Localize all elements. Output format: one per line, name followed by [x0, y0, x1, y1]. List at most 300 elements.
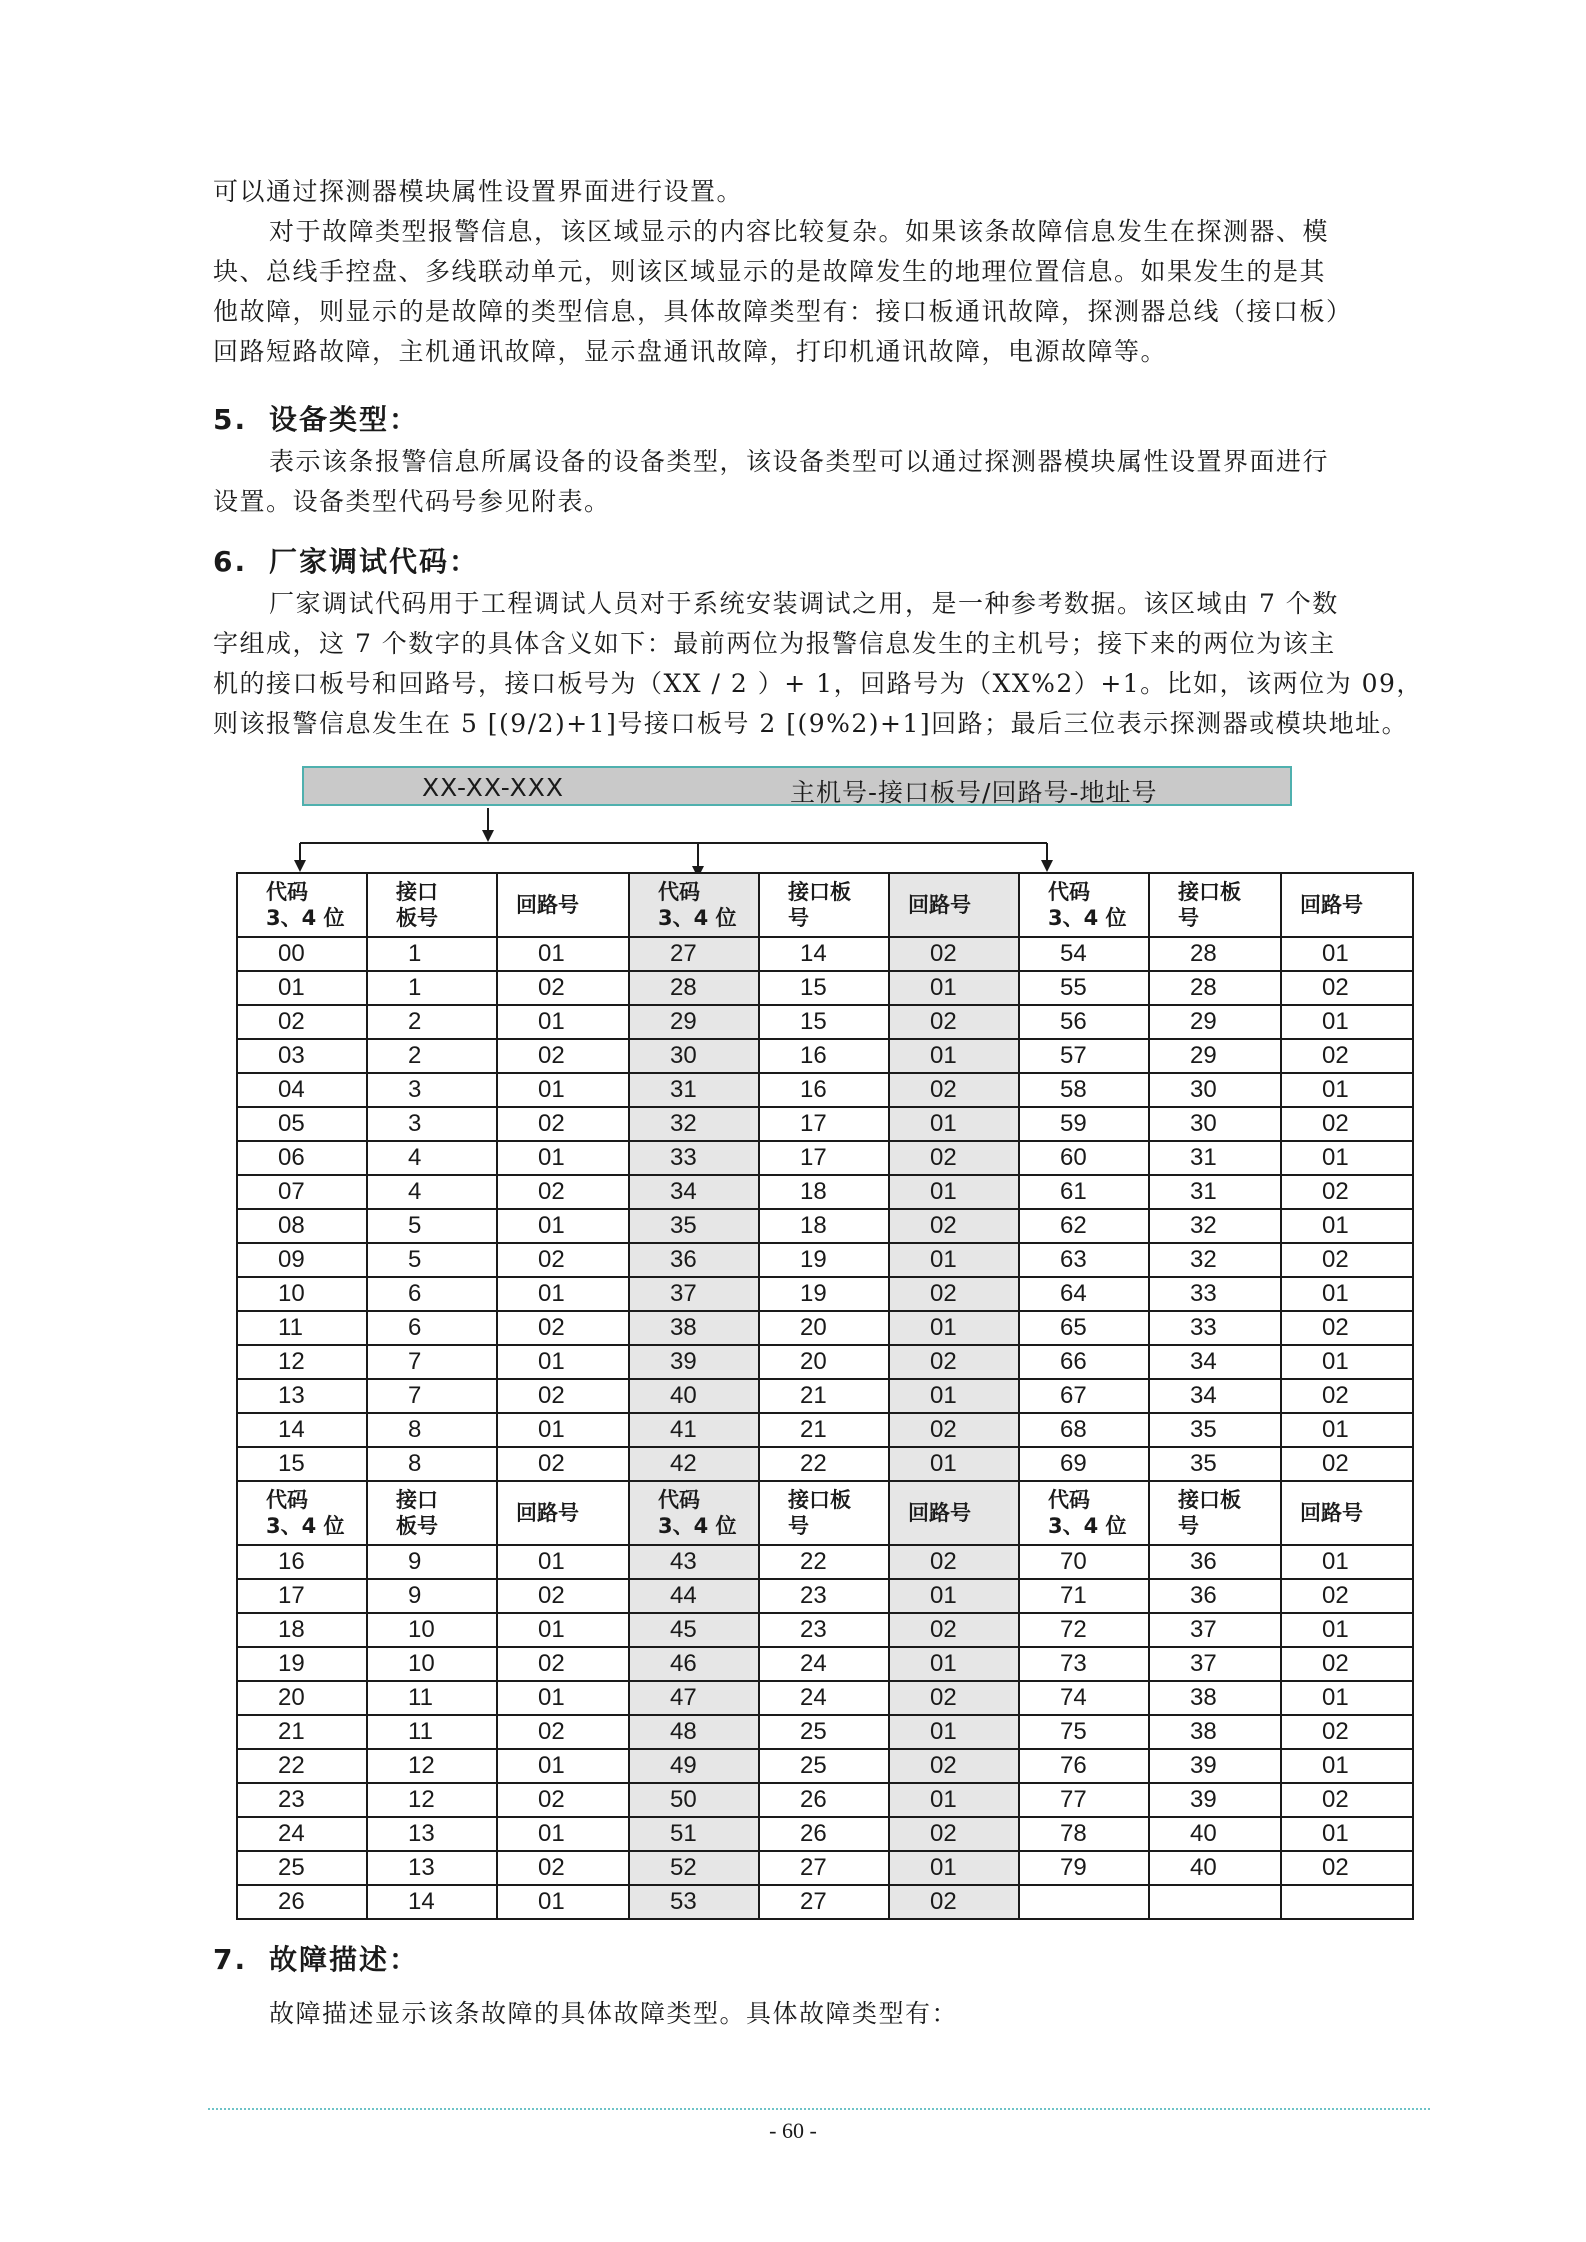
table-cell: 01 — [889, 1447, 1019, 1481]
header-text: 3、4 位 — [266, 906, 345, 930]
table-cell: 01 — [497, 937, 629, 971]
table-cell: 18 — [759, 1209, 889, 1243]
table-cell: 32 — [629, 1107, 759, 1141]
column-header — [1281, 1481, 1413, 1545]
table-cell: 02 — [1281, 1175, 1413, 1209]
table-cell — [1019, 1885, 1149, 1919]
table-cell: 01 — [497, 1141, 629, 1175]
table-cell: 01 — [889, 1039, 1019, 1073]
table-row — [237, 1141, 1413, 1175]
table-cell: 01 — [1281, 1413, 1413, 1447]
table-cell: 77 — [1019, 1783, 1149, 1817]
table-cell: 01 — [237, 971, 367, 1005]
table-cell: 20 — [237, 1681, 367, 1715]
header-text: 回路号 — [516, 893, 579, 917]
table-cell: 31 — [1149, 1141, 1281, 1175]
table-cell: 52 — [629, 1851, 759, 1885]
code-pattern: XX-XX-XXX — [422, 773, 564, 802]
table-cell: 02 — [497, 1783, 629, 1817]
table-cell: 15 — [237, 1447, 367, 1481]
table-cell: 02 — [1281, 1647, 1413, 1681]
table-cell: 01 — [497, 1005, 629, 1039]
table-cell: 42 — [629, 1447, 759, 1481]
arrow-down-icon — [482, 830, 494, 842]
table-cell: 07 — [237, 1175, 367, 1209]
table-cell: 71 — [1019, 1579, 1149, 1613]
table-cell: 01 — [1281, 1345, 1413, 1379]
table-cell: 02 — [889, 937, 1019, 971]
table-cell: 24 — [759, 1681, 889, 1715]
text-line: 对于故障类型报警信息，该区域显示的内容比较复杂。如果该条故障信息发生在探测器、模 — [269, 217, 1330, 246]
table-cell: 27 — [759, 1885, 889, 1919]
table-cell: 73 — [1019, 1647, 1149, 1681]
table-cell: 59 — [1019, 1107, 1149, 1141]
header-text: 回路号 — [1300, 1501, 1363, 1525]
header-text: 回路号 — [516, 1501, 579, 1525]
table-cell: 28 — [1149, 937, 1281, 971]
table-cell: 57 — [1019, 1039, 1149, 1073]
table-row — [237, 1005, 1413, 1039]
table-cell: 39 — [1149, 1749, 1281, 1783]
table-cell: 02 — [889, 1749, 1019, 1783]
table-cell: 9 — [367, 1545, 497, 1579]
header-text: 回路号 — [1300, 893, 1363, 917]
table-cell: 15 — [759, 1005, 889, 1039]
table-cell: 28 — [1149, 971, 1281, 1005]
table-cell: 34 — [1149, 1345, 1281, 1379]
table-cell: 22 — [759, 1447, 889, 1481]
table-cell: 02 — [1281, 1243, 1413, 1277]
table-cell: 61 — [1019, 1175, 1149, 1209]
table-cell: 01 — [1281, 1209, 1413, 1243]
table-cell: 25 — [759, 1749, 889, 1783]
table-cell: 26 — [759, 1783, 889, 1817]
column-header — [367, 1481, 497, 1545]
section-title: 设备类型： — [269, 403, 420, 436]
table-cell: 01 — [497, 1277, 629, 1311]
code-meaning: 主机号-接口板号/回路号-地址号 — [790, 778, 1158, 807]
table-cell: 01 — [1281, 1141, 1413, 1175]
column-header — [759, 1481, 889, 1545]
table-cell: 01 — [889, 1715, 1019, 1749]
table-cell: 70 — [1019, 1545, 1149, 1579]
table-cell: 01 — [889, 1647, 1019, 1681]
table-cell: 26 — [237, 1885, 367, 1919]
table-cell: 50 — [629, 1783, 759, 1817]
table-cell: 13 — [237, 1379, 367, 1413]
table-cell: 01 — [497, 1681, 629, 1715]
header-text: 代码 — [266, 880, 308, 904]
section-7-heading — [213, 1938, 419, 1978]
table-cell: 02 — [497, 971, 629, 1005]
table-cell: 16 — [759, 1073, 889, 1107]
column-header — [1019, 1481, 1149, 1545]
table-cell: 45 — [629, 1613, 759, 1647]
table-cell: 66 — [1019, 1345, 1149, 1379]
table-cell: 06 — [237, 1141, 367, 1175]
table-cell: 62 — [1019, 1209, 1149, 1243]
table-cell: 33 — [1149, 1311, 1281, 1345]
table-cell: 01 — [497, 1073, 629, 1107]
table-cell: 12 — [237, 1345, 367, 1379]
table-row — [237, 1783, 1413, 1817]
table-cell: 4 — [367, 1175, 497, 1209]
table-cell: 23 — [759, 1613, 889, 1647]
section-number: 6. — [213, 545, 248, 578]
table-cell: 02 — [1281, 971, 1413, 1005]
table-header-row — [237, 873, 1413, 937]
table-row — [237, 1749, 1413, 1783]
table-cell: 08 — [237, 1209, 367, 1243]
table-cell: 01 — [889, 1243, 1019, 1277]
table-cell: 18 — [759, 1175, 889, 1209]
table-cell: 38 — [1149, 1681, 1281, 1715]
table-cell: 31 — [629, 1073, 759, 1107]
table-cell: 22 — [237, 1749, 367, 1783]
table-cell: 34 — [629, 1175, 759, 1209]
table-row — [237, 937, 1413, 971]
table-row — [237, 1817, 1413, 1851]
table-cell: 46 — [629, 1647, 759, 1681]
header-text: 代码 — [266, 1488, 308, 1512]
table-cell: 34 — [1149, 1379, 1281, 1413]
table-cell: 02 — [497, 1175, 629, 1209]
header-text: 代码 — [1048, 880, 1090, 904]
table-cell: 30 — [1149, 1107, 1281, 1141]
table-cell: 01 — [889, 1311, 1019, 1345]
table-cell: 22 — [759, 1545, 889, 1579]
table-cell: 36 — [1149, 1545, 1281, 1579]
table-cell: 27 — [629, 937, 759, 971]
table-cell: 69 — [1019, 1447, 1149, 1481]
column-header — [889, 1481, 1019, 1545]
table-cell: 01 — [889, 1783, 1019, 1817]
table-row — [237, 1175, 1413, 1209]
section-number: 5. — [213, 403, 248, 436]
table-cell: 02 — [1281, 1851, 1413, 1885]
table-cell: 33 — [1149, 1277, 1281, 1311]
table-cell: 53 — [629, 1885, 759, 1919]
table-cell: 01 — [889, 1579, 1019, 1613]
table-cell: 20 — [759, 1311, 889, 1345]
column-header — [629, 873, 759, 937]
table-cell: 01 — [1281, 1613, 1413, 1647]
table-row — [237, 1209, 1413, 1243]
table-cell: 1 — [367, 937, 497, 971]
table-cell — [1281, 1885, 1413, 1919]
table-cell: 02 — [1281, 1311, 1413, 1345]
text-line: 厂家调试代码用于工程调试人员对于系统安装调试之用，是一种参考数据。该区域由 7 个数 — [269, 589, 1339, 618]
table-cell: 01 — [497, 1209, 629, 1243]
table-cell: 03 — [237, 1039, 367, 1073]
text-line: 可以通过探测器模块属性设置界面进行设置。 — [213, 177, 744, 206]
header-text: 3、4 位 — [658, 906, 737, 930]
table-cell: 55 — [1019, 971, 1149, 1005]
table-cell: 10 — [367, 1647, 497, 1681]
table-cell: 41 — [629, 1413, 759, 1447]
table-cell: 24 — [759, 1647, 889, 1681]
table-cell: 23 — [759, 1579, 889, 1613]
column-header — [759, 873, 889, 937]
table-cell: 13 — [367, 1817, 497, 1851]
pointer-arrows — [0, 0, 1586, 900]
table-cell: 76 — [1019, 1749, 1149, 1783]
table-cell: 19 — [237, 1647, 367, 1681]
table-cell: 01 — [497, 1345, 629, 1379]
table-cell: 02 — [1281, 1783, 1413, 1817]
table-cell: 7 — [367, 1345, 497, 1379]
header-text: 3、4 位 — [1048, 1514, 1127, 1538]
table-cell: 2 — [367, 1005, 497, 1039]
header-text: 号 — [1178, 906, 1199, 930]
table-cell: 2 — [367, 1039, 497, 1073]
table-cell: 78 — [1019, 1817, 1149, 1851]
table-cell: 33 — [629, 1141, 759, 1175]
table-cell: 02 — [237, 1005, 367, 1039]
table-row — [237, 1885, 1413, 1919]
table-cell: 02 — [1281, 1379, 1413, 1413]
table-cell: 38 — [1149, 1715, 1281, 1749]
header-text: 接口板 — [1178, 880, 1241, 904]
table-cell: 63 — [1019, 1243, 1149, 1277]
table-cell: 40 — [1149, 1851, 1281, 1885]
table-cell: 02 — [1281, 1715, 1413, 1749]
table-cell: 01 — [1281, 1681, 1413, 1715]
table-cell: 12 — [367, 1783, 497, 1817]
table-cell: 7 — [367, 1379, 497, 1413]
table-cell: 01 — [1281, 937, 1413, 971]
column-header — [1149, 873, 1281, 937]
table-cell: 43 — [629, 1545, 759, 1579]
table-cell: 01 — [497, 1749, 629, 1783]
text-line: 字组成，这 7 个数字的具体含义如下：最前两位为报警信息发生的主机号；接下来的两位为该主 — [213, 629, 1336, 658]
table-row — [237, 971, 1413, 1005]
table-cell: 35 — [1149, 1413, 1281, 1447]
table-cell: 01 — [1281, 1277, 1413, 1311]
table-cell: 02 — [889, 1073, 1019, 1107]
table-cell: 39 — [1149, 1783, 1281, 1817]
text-line: 设置。设备类型代码号参见附表。 — [213, 487, 611, 516]
table-cell: 29 — [1149, 1005, 1281, 1039]
table-cell: 37 — [629, 1277, 759, 1311]
table-cell: 64 — [1019, 1277, 1149, 1311]
table-cell: 79 — [1019, 1851, 1149, 1885]
table-cell: 47 — [629, 1681, 759, 1715]
table-row — [237, 1851, 1413, 1885]
header-text: 3、4 位 — [658, 1514, 737, 1538]
table-row — [237, 1647, 1413, 1681]
table-cell: 02 — [889, 1545, 1019, 1579]
table-cell: 02 — [889, 1817, 1019, 1851]
table-cell: 19 — [759, 1277, 889, 1311]
column-header — [367, 873, 497, 937]
table-cell: 01 — [497, 1613, 629, 1647]
table-cell: 3 — [367, 1107, 497, 1141]
table-cell: 21 — [759, 1413, 889, 1447]
table-cell: 16 — [759, 1039, 889, 1073]
table-cell: 14 — [237, 1413, 367, 1447]
table-cell: 6 — [367, 1277, 497, 1311]
table-cell: 26 — [759, 1817, 889, 1851]
table-cell: 02 — [889, 1141, 1019, 1175]
table-cell: 02 — [889, 1413, 1019, 1447]
table-cell: 18 — [237, 1613, 367, 1647]
table-cell: 72 — [1019, 1613, 1149, 1647]
header-text: 代码 — [1048, 1488, 1090, 1512]
table-cell: 02 — [497, 1311, 629, 1345]
text-line: 块、总线手控盘、多线联动单元，则该区域显示的是故障发生的地理位置信息。如果发生的是其 — [213, 257, 1327, 286]
table-cell: 01 — [889, 1175, 1019, 1209]
table-cell: 24 — [237, 1817, 367, 1851]
table-cell: 01 — [1281, 1749, 1413, 1783]
table-cell: 14 — [759, 937, 889, 971]
table-cell: 02 — [497, 1107, 629, 1141]
table-cell: 02 — [889, 1885, 1019, 1919]
table-row — [237, 1107, 1413, 1141]
table-cell: 02 — [889, 1681, 1019, 1715]
table-cell: 67 — [1019, 1379, 1149, 1413]
text-line: 则该报警信息发生在 5 [(9/2)+1]号接口板号 2 [(9%2)+1]回路；最后三位表示探测器或模块地址。 — [213, 709, 1409, 738]
table-cell: 29 — [1149, 1039, 1281, 1073]
table-cell: 48 — [629, 1715, 759, 1749]
header-text: 3、4 位 — [266, 1514, 345, 1538]
table-cell: 36 — [1149, 1579, 1281, 1613]
table-cell: 56 — [1019, 1005, 1149, 1039]
table-cell: 02 — [1281, 1039, 1413, 1073]
table-cell: 8 — [367, 1447, 497, 1481]
column-header — [889, 873, 1019, 937]
table-row — [237, 1379, 1413, 1413]
section-number: 7. — [213, 1943, 248, 1976]
table-cell: 20 — [759, 1345, 889, 1379]
header-text: 3、4 位 — [1048, 906, 1127, 930]
table-cell: 5 — [367, 1209, 497, 1243]
header-text: 接口 — [396, 880, 438, 904]
table-cell: 40 — [1149, 1817, 1281, 1851]
table-cell: 21 — [759, 1379, 889, 1413]
section-7-paragraph — [213, 1994, 1393, 2034]
table-cell: 09 — [237, 1243, 367, 1277]
table-row — [237, 1039, 1413, 1073]
table-cell: 02 — [1281, 1579, 1413, 1613]
table-cell: 65 — [1019, 1311, 1149, 1345]
table-cell: 01 — [889, 1851, 1019, 1885]
table-cell: 5 — [367, 1243, 497, 1277]
table-row — [237, 1613, 1413, 1647]
table-row — [237, 1413, 1413, 1447]
table-cell: 35 — [629, 1209, 759, 1243]
table-cell: 02 — [497, 1647, 629, 1681]
table-cell: 25 — [759, 1715, 889, 1749]
page-number: - 60 - — [769, 2118, 817, 2143]
column-header — [1149, 1481, 1281, 1545]
table-cell: 37 — [1149, 1647, 1281, 1681]
table-cell: 75 — [1019, 1715, 1149, 1749]
table-cell: 4 — [367, 1141, 497, 1175]
column-header — [237, 873, 367, 937]
table-cell: 02 — [1281, 1107, 1413, 1141]
table-cell: 13 — [367, 1851, 497, 1885]
table-cell: 27 — [759, 1851, 889, 1885]
table-cell: 00 — [237, 937, 367, 971]
table-cell: 02 — [497, 1579, 629, 1613]
table-cell: 01 — [1281, 1073, 1413, 1107]
table-cell: 01 — [1281, 1817, 1413, 1851]
header-text: 板号 — [396, 906, 438, 930]
header-text: 号 — [788, 1514, 809, 1538]
table-cell: 19 — [759, 1243, 889, 1277]
table-cell: 36 — [629, 1243, 759, 1277]
table-cell: 30 — [1149, 1073, 1281, 1107]
table-cell: 28 — [629, 971, 759, 1005]
section-title: 厂家调试代码： — [269, 545, 480, 578]
column-header — [497, 873, 629, 937]
arrow-down-icon — [1041, 860, 1053, 872]
header-text: 代码 — [658, 880, 700, 904]
table-cell: 15 — [759, 971, 889, 1005]
table-header-row — [237, 1481, 1413, 1545]
table-cell: 35 — [1149, 1447, 1281, 1481]
table-row — [237, 1311, 1413, 1345]
table-cell: 01 — [497, 1885, 629, 1919]
text-line: 回路短路故障，主机通讯故障，显示盘通讯故障，打印机通讯故障，电源故障等。 — [213, 337, 1168, 366]
table-cell: 01 — [497, 1817, 629, 1851]
table-cell: 58 — [1019, 1073, 1149, 1107]
header-text: 回路号 — [908, 1501, 971, 1525]
table-cell: 05 — [237, 1107, 367, 1141]
table-cell: 02 — [889, 1345, 1019, 1379]
table-cell: 1 — [367, 971, 497, 1005]
table-cell: 60 — [1019, 1141, 1149, 1175]
column-header — [1281, 873, 1413, 937]
text-line: 他故障，则显示的是故障的类型信息，具体故障类型有：接口板通讯故障，探测器总线（接口板） — [213, 297, 1353, 326]
debug-code-table — [236, 872, 1414, 1920]
table-cell: 16 — [237, 1545, 367, 1579]
arrow-down-icon — [294, 860, 306, 872]
table-cell: 17 — [237, 1579, 367, 1613]
table-cell: 14 — [367, 1885, 497, 1919]
table-cell: 39 — [629, 1345, 759, 1379]
table-cell: 38 — [629, 1311, 759, 1345]
table-row — [237, 1243, 1413, 1277]
table-cell: 11 — [237, 1311, 367, 1345]
header-text: 接口 — [396, 1488, 438, 1512]
table-row — [237, 1073, 1413, 1107]
table-cell: 40 — [629, 1379, 759, 1413]
header-text: 接口板 — [788, 1488, 851, 1512]
table-row — [237, 1579, 1413, 1613]
column-header — [237, 1481, 367, 1545]
table-cell: 10 — [367, 1613, 497, 1647]
table-cell: 37 — [1149, 1613, 1281, 1647]
table-cell: 17 — [759, 1141, 889, 1175]
table-cell: 8 — [367, 1413, 497, 1447]
footer-divider — [208, 2108, 1430, 2110]
table-cell: 74 — [1019, 1681, 1149, 1715]
table-cell: 21 — [237, 1715, 367, 1749]
table-row — [237, 1681, 1413, 1715]
table-cell: 02 — [1281, 1447, 1413, 1481]
table-row — [237, 1447, 1413, 1481]
table-cell: 30 — [629, 1039, 759, 1073]
table-cell: 3 — [367, 1073, 497, 1107]
table-cell: 31 — [1149, 1175, 1281, 1209]
table-cell: 32 — [1149, 1209, 1281, 1243]
table-cell: 04 — [237, 1073, 367, 1107]
table-cell: 44 — [629, 1579, 759, 1613]
table-cell: 9 — [367, 1579, 497, 1613]
table-row — [237, 1715, 1413, 1749]
